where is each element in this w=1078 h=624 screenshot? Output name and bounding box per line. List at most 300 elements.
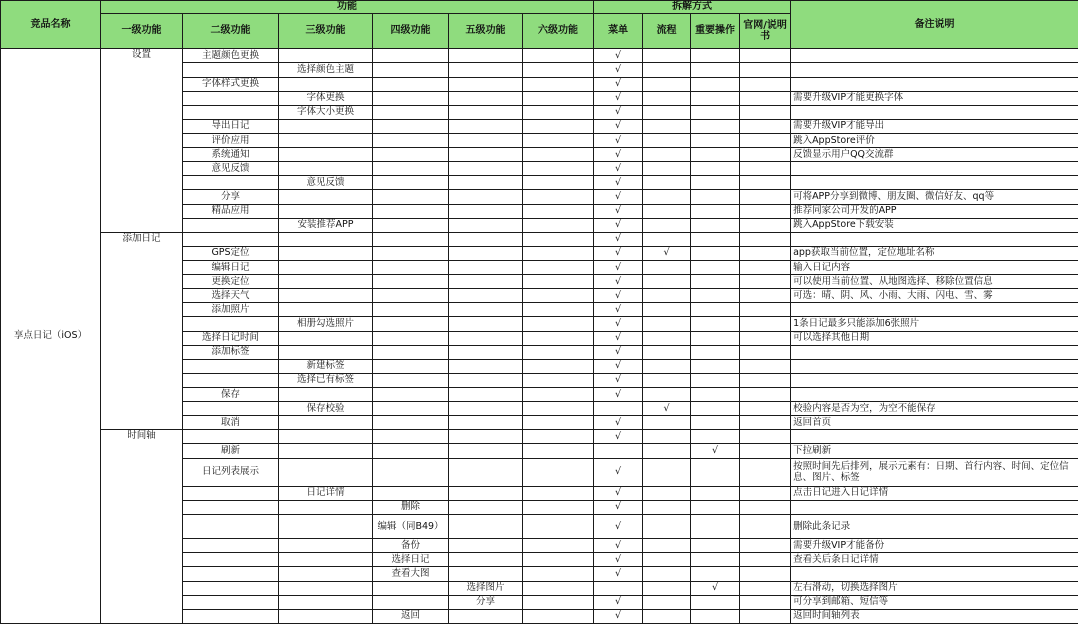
flow-check-cell [643,303,691,317]
level2-cell: 保存 [183,388,279,402]
note-cell: 跳入AppStore评价 [791,134,1078,148]
key-operation-check-cell [691,553,740,567]
note-cell [791,176,1078,190]
level5-cell [449,500,523,514]
level5-cell [449,609,523,623]
level4-cell [373,261,449,275]
key-operation-check-cell [691,261,740,275]
flow-check-cell [643,289,691,303]
level3-cell [279,331,373,345]
official-site-cell [740,500,791,514]
level2-cell [183,539,279,553]
flow-check-cell [643,218,691,232]
level4-cell: 返回 [373,609,449,623]
flow-check-cell [643,539,691,553]
level2-cell: 评价应用 [183,134,279,148]
menu-check-cell: √ [594,261,643,275]
note-cell: 跳入AppStore下载安装 [791,218,1078,232]
header-flow: 流程 [643,14,691,49]
table-row [1,49,1078,63]
table-row [1,430,1078,444]
level2-cell [183,514,279,538]
level5-cell: 分享 [449,595,523,609]
level5-cell [449,416,523,430]
level5-cell [449,444,523,458]
level5-cell [449,119,523,133]
menu-check-cell: √ [594,500,643,514]
menu-check-cell: √ [594,416,643,430]
header-level4: 四级功能 [373,14,449,49]
level4-cell [373,317,449,331]
level1-cell: 设置 [101,49,183,232]
level6-cell [523,232,594,246]
level4-cell [373,162,449,176]
level4-cell [373,119,449,133]
flow-check-cell [643,331,691,345]
level4-cell [373,63,449,77]
level4-cell [373,204,449,218]
header-function-group: 功能 [101,1,594,14]
key-operation-check-cell [691,275,740,289]
level5-cell [449,303,523,317]
official-site-cell [740,595,791,609]
level4-cell [373,486,449,500]
official-site-cell [740,539,791,553]
official-site-cell [740,190,791,204]
note-cell: 按照时间先后排列，展示元素有：日期、首行内容、时间、定位信息、图片、标签 [791,458,1078,486]
flow-check-cell [643,119,691,133]
key-operation-check-cell [691,595,740,609]
key-operation-check-cell [691,331,740,345]
note-cell: 推荐同家公司开发的APP [791,204,1078,218]
level6-cell [523,119,594,133]
note-cell: 下拉刷新 [791,444,1078,458]
key-operation-check-cell [691,388,740,402]
key-operation-check-cell [691,500,740,514]
level4-cell [373,275,449,289]
level6-cell [523,486,594,500]
level2-cell [183,232,279,246]
note-cell [791,303,1078,317]
note-cell [791,63,1078,77]
note-cell [791,77,1078,91]
level2-cell [183,500,279,514]
menu-check-cell: √ [594,218,643,232]
level6-cell [523,430,594,444]
level3-cell [279,261,373,275]
key-operation-check-cell [691,567,740,581]
level6-cell [523,581,594,595]
level3-cell [279,567,373,581]
level5-cell [449,204,523,218]
level5-cell [449,388,523,402]
level3-cell [279,148,373,162]
level5-cell [449,331,523,345]
flow-check-cell [643,134,691,148]
key-operation-check-cell [691,105,740,119]
level4-cell [373,444,449,458]
note-cell: 可以使用当前位置、从地图选择、移除位置信息 [791,275,1078,289]
level5-cell [449,373,523,387]
level4-cell [373,218,449,232]
level5-cell [449,514,523,538]
key-operation-check-cell [691,430,740,444]
menu-check-cell: √ [594,162,643,176]
official-site-cell [740,430,791,444]
level2-cell: GPS定位 [183,246,279,260]
official-site-cell [740,402,791,416]
header-notes: 备注说明 [791,1,1078,49]
menu-check-cell: √ [594,553,643,567]
level2-cell [183,430,279,444]
official-site-cell [740,345,791,359]
key-operation-check-cell [691,218,740,232]
level6-cell [523,514,594,538]
note-cell: 可以选择其他日期 [791,331,1078,345]
menu-check-cell: √ [594,486,643,500]
key-operation-check-cell [691,539,740,553]
level2-cell: 添加标签 [183,345,279,359]
key-operation-check-cell [691,232,740,246]
level3-cell [279,134,373,148]
flow-check-cell [643,317,691,331]
note-cell: app获取当前位置，定位地址名称 [791,246,1078,260]
level2-cell: 字体样式更换 [183,77,279,91]
level5-cell [449,430,523,444]
flow-check-cell [643,553,691,567]
menu-check-cell: √ [594,430,643,444]
level3-cell: 字体大小更换 [279,105,373,119]
level5-cell [449,190,523,204]
flow-check-cell [643,148,691,162]
level6-cell [523,359,594,373]
level4-cell [373,91,449,105]
key-operation-check-cell [691,402,740,416]
level5-cell [449,486,523,500]
level2-cell [183,359,279,373]
level6-cell [523,303,594,317]
level4-cell: 编辑（同B49） [373,514,449,538]
key-operation-check-cell [691,289,740,303]
level4-cell [373,345,449,359]
table-row [1,232,1078,246]
official-site-cell [740,119,791,133]
level6-cell [523,63,594,77]
level2-cell: 刷新 [183,444,279,458]
level6-cell [523,539,594,553]
menu-check-cell: √ [594,609,643,623]
level4-cell [373,232,449,246]
key-operation-check-cell [691,49,740,63]
key-operation-check-cell [691,486,740,500]
key-operation-check-cell [691,458,740,486]
official-site-cell [740,232,791,246]
level2-cell [183,218,279,232]
level5-cell [449,148,523,162]
level6-cell [523,331,594,345]
level3-cell [279,581,373,595]
level5-cell [449,63,523,77]
official-site-cell [740,148,791,162]
level2-cell: 更换定位 [183,275,279,289]
level2-cell [183,91,279,105]
level4-cell [373,331,449,345]
level3-cell: 选择已有标签 [279,373,373,387]
key-operation-check-cell [691,134,740,148]
level5-cell [449,246,523,260]
level4-cell [373,246,449,260]
official-site-cell [740,275,791,289]
note-cell: 返回时间轴列表 [791,609,1078,623]
level6-cell [523,609,594,623]
note-cell [791,162,1078,176]
note-cell [791,105,1078,119]
level3-cell [279,539,373,553]
note-cell: 需要升级VIP才能导出 [791,119,1078,133]
header-breakdown-group: 拆解方式 [594,1,791,14]
official-site-cell [740,331,791,345]
key-operation-check-cell [691,204,740,218]
official-site-cell [740,458,791,486]
header-level3: 三级功能 [279,14,373,49]
level4-cell [373,430,449,444]
menu-check-cell: √ [594,190,643,204]
header-menu: 菜单 [594,14,643,49]
note-cell: 返回首页 [791,416,1078,430]
official-site-cell [740,204,791,218]
menu-check-cell: √ [594,317,643,331]
level5-cell [449,105,523,119]
level2-cell: 系统通知 [183,148,279,162]
level2-cell: 添加照片 [183,303,279,317]
level3-cell [279,289,373,303]
header-level5: 五级功能 [449,14,523,49]
level6-cell [523,162,594,176]
level5-cell [449,458,523,486]
level6-cell [523,148,594,162]
level3-cell [279,609,373,623]
official-site-cell [740,486,791,500]
level4-cell: 查看大图 [373,567,449,581]
menu-check-cell [594,581,643,595]
official-site-cell [740,359,791,373]
key-operation-check-cell [691,303,740,317]
official-site-cell [740,581,791,595]
menu-check-cell: √ [594,303,643,317]
level6-cell [523,416,594,430]
flow-check-cell [643,232,691,246]
level6-cell [523,91,594,105]
menu-check-cell: √ [594,176,643,190]
level3-cell [279,246,373,260]
key-operation-check-cell [691,63,740,77]
level3-cell: 意见反馈 [279,176,373,190]
note-cell: 可分享到邮箱、短信等 [791,595,1078,609]
level3-cell [279,275,373,289]
level6-cell [523,500,594,514]
menu-check-cell: √ [594,388,643,402]
note-cell: 1条日记最多只能添加6张照片 [791,317,1078,331]
flow-check-cell [643,105,691,119]
key-operation-check-cell [691,119,740,133]
level6-cell [523,275,594,289]
level5-cell [449,218,523,232]
note-cell: 需要升级VIP才能更换字体 [791,91,1078,105]
flow-check-cell [643,514,691,538]
level3-cell [279,232,373,246]
level3-cell [279,388,373,402]
flow-check-cell [643,609,691,623]
level3-cell: 相册勾选照片 [279,317,373,331]
level4-cell: 选择日记 [373,553,449,567]
level3-cell: 新建标签 [279,359,373,373]
level6-cell [523,595,594,609]
level4-cell [373,190,449,204]
flow-check-cell [643,373,691,387]
menu-check-cell: √ [594,49,643,63]
official-site-cell [740,77,791,91]
flow-check-cell [643,388,691,402]
key-operation-check-cell: √ [691,444,740,458]
level3-cell [279,345,373,359]
note-cell: 需要升级VIP才能备份 [791,539,1078,553]
level5-cell [449,539,523,553]
flow-check-cell: √ [643,246,691,260]
level2-cell: 日记列表展示 [183,458,279,486]
level2-cell: 编辑日记 [183,261,279,275]
level6-cell [523,246,594,260]
key-operation-check-cell [691,317,740,331]
note-cell: 可选：晴、阴、风、小雨、大雨、闪电、雪、雾 [791,289,1078,303]
flow-check-cell [643,581,691,595]
level4-cell: 备份 [373,539,449,553]
level5-cell [449,402,523,416]
level3-cell [279,416,373,430]
level5-cell [449,232,523,246]
level6-cell [523,553,594,567]
flow-check-cell [643,190,691,204]
level5-cell [449,359,523,373]
level2-cell [183,63,279,77]
official-site-cell [740,416,791,430]
note-cell: 校验内容是否为空，为空不能保存 [791,402,1078,416]
key-operation-check-cell [691,91,740,105]
level4-cell [373,289,449,303]
key-operation-check-cell [691,190,740,204]
flow-check-cell [643,204,691,218]
flow-check-cell [643,359,691,373]
key-operation-check-cell [691,148,740,162]
level6-cell [523,402,594,416]
flow-check-cell [643,458,691,486]
level2-cell [183,317,279,331]
menu-check-cell: √ [594,63,643,77]
note-cell [791,345,1078,359]
level6-cell [523,345,594,359]
flow-check-cell [643,49,691,63]
menu-check-cell [594,444,643,458]
level2-cell [183,486,279,500]
level2-cell [183,402,279,416]
key-operation-check-cell: √ [691,581,740,595]
menu-check-cell: √ [594,331,643,345]
menu-check-cell: √ [594,134,643,148]
level1-cell: 时间轴 [101,430,183,624]
official-site-cell [740,553,791,567]
level4-cell [373,388,449,402]
header-level1: 一级功能 [101,14,183,49]
level5-cell [449,275,523,289]
level4-cell [373,595,449,609]
level4-cell [373,176,449,190]
menu-check-cell: √ [594,204,643,218]
level5-cell [449,317,523,331]
level3-cell [279,500,373,514]
level2-cell: 意见反馈 [183,162,279,176]
note-cell: 左右滑动，切换选择图片 [791,581,1078,595]
level6-cell [523,373,594,387]
level5-cell [449,162,523,176]
note-cell [791,567,1078,581]
flow-check-cell [643,345,691,359]
level6-cell [523,204,594,218]
note-cell [791,232,1078,246]
level5-cell [449,134,523,148]
menu-check-cell: √ [594,148,643,162]
key-operation-check-cell [691,162,740,176]
flow-check-cell [643,595,691,609]
level5-cell [449,289,523,303]
official-site-cell [740,49,791,63]
level3-cell: 安装推荐APP [279,218,373,232]
note-cell: 查看关后条日记详情 [791,553,1078,567]
menu-check-cell: √ [594,595,643,609]
level4-cell [373,303,449,317]
header-official-site: 官网/说明书 [740,14,791,49]
level4-cell [373,77,449,91]
official-site-cell [740,609,791,623]
menu-check-cell: √ [594,345,643,359]
flow-check-cell [643,430,691,444]
menu-check-cell: √ [594,567,643,581]
menu-check-cell: √ [594,373,643,387]
flow-check-cell [643,416,691,430]
level4-cell [373,373,449,387]
level2-cell [183,567,279,581]
flow-check-cell [643,162,691,176]
level3-cell [279,190,373,204]
level5-cell [449,176,523,190]
level4-cell [373,105,449,119]
official-site-cell [740,218,791,232]
level5-cell [449,77,523,91]
level5-cell [449,91,523,105]
official-site-cell [740,444,791,458]
level6-cell [523,176,594,190]
key-operation-check-cell [691,373,740,387]
header-key-operation: 重要操作 [691,14,740,49]
level6-cell [523,105,594,119]
header-row-1 [1,1,1078,14]
level6-cell [523,190,594,204]
note-cell: 反馈显示用户QQ交流群 [791,148,1078,162]
level3-cell: 选择颜色主题 [279,63,373,77]
level2-cell [183,595,279,609]
level4-cell [373,49,449,63]
official-site-cell [740,261,791,275]
level6-cell [523,49,594,63]
flow-check-cell [643,275,691,289]
